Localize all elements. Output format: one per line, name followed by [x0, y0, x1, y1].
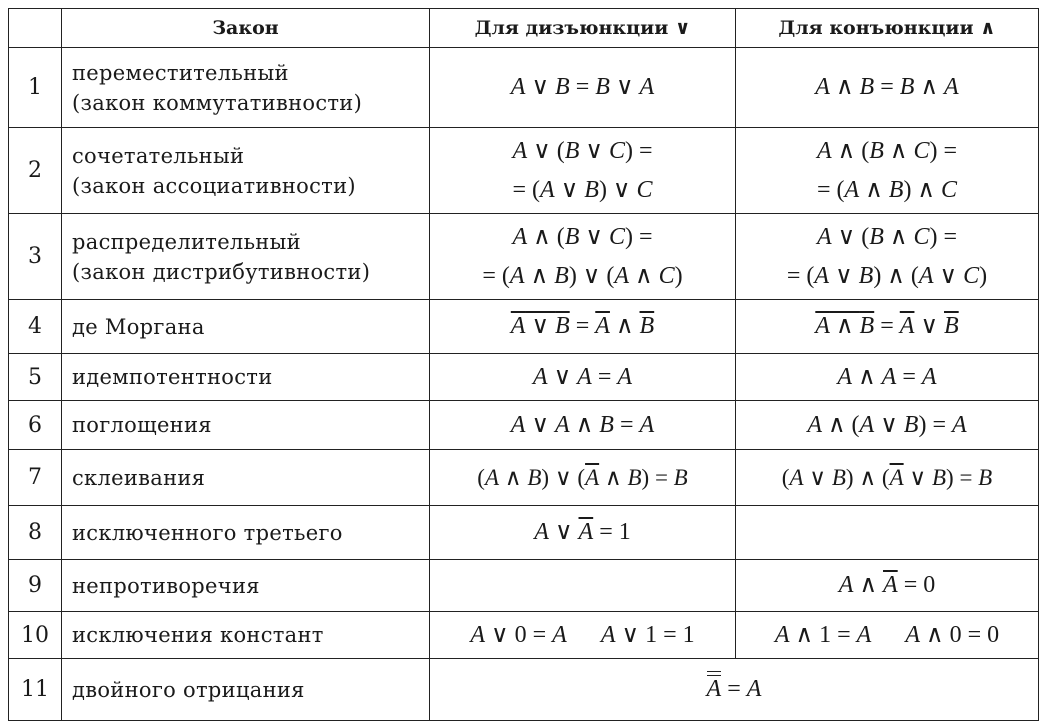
header-row [9, 9, 1039, 48]
table-row [9, 354, 1039, 401]
law-name: исключения констант [62, 612, 430, 659]
table-row [9, 401, 1039, 450]
law-name [62, 48, 430, 128]
row-number: 8 [9, 506, 62, 560]
conjunction-formula: A ∨ (B ∧ C) = = (A ∨ B) ∧ (A ∨ C) [736, 214, 1039, 300]
row-number: 1 [9, 48, 62, 128]
row-number: 2 [9, 128, 62, 214]
conjunction-formula: A ∧ 1 = A A ∧ 0 = 0 [736, 612, 1039, 659]
law-name-line: (закон дистрибутивности) [72, 259, 371, 284]
header-number [9, 9, 62, 48]
table-row [9, 612, 1039, 659]
law-name-line: сочетательный [72, 143, 245, 168]
law-name: непротиворечия [62, 560, 430, 612]
table-row [9, 560, 1039, 612]
disjunction-formula-empty [430, 560, 736, 612]
law-name: де Моргана [62, 300, 430, 354]
table-row [9, 214, 1039, 300]
table-row [9, 450, 1039, 506]
disjunction-formula: (A ∧ B) ∨ ($\overline{A}$ ∧ B) = B [430, 450, 736, 506]
row-number: 5 [9, 354, 62, 401]
row-number: 4 [9, 300, 62, 354]
row-number: 9 [9, 560, 62, 612]
table-row [9, 506, 1039, 560]
law-name: поглощения [62, 401, 430, 450]
disjunction-formula: A ∨ A = A [430, 354, 736, 401]
double-negation-formula: A = A [430, 659, 1039, 721]
disjunction-formula: A ∨ A ∧ B = A [430, 401, 736, 450]
row-number: 7 [9, 450, 62, 506]
header-disjunction: Для дизъюнкции ∨ [430, 9, 736, 48]
conjunction-formula: A ∧ B = B ∧ A [736, 48, 1039, 128]
header-law: Закон [62, 9, 430, 48]
conjunction-formula: A ∧ $\overline{A} = 0$ [736, 560, 1039, 612]
law-name: двойного отрицания [62, 659, 430, 721]
conjunction-formula: (A ∨ B) ∧ ($\overline{A}$ ∨ B) = B [736, 450, 1039, 506]
law-name-line: (закон коммутативности) [72, 90, 363, 115]
table-row [9, 48, 1039, 128]
law-name-line: переместительный [72, 60, 289, 85]
conjunction-formula: A ∧ $B = \overline{A}$ ∨ $\overline{B}$ [736, 300, 1039, 354]
law-name [62, 128, 430, 214]
disjunction-formula: A ∨ $\overline{A} = 1$ [430, 506, 736, 560]
disjunction-formula: A ∨ (B ∨ C) = = (A ∨ B) ∨ C [430, 128, 736, 214]
header-conjunction: Для конъюнкции ∧ [736, 9, 1039, 48]
disjunction-formula: A ∨ B = B ∨ A [430, 48, 736, 128]
row-number: 11 [9, 659, 62, 721]
law-name [62, 214, 430, 300]
disjunction-formula: A ∨ 0 = A A ∨ 1 = 1 [430, 612, 736, 659]
law-name: исключенного третьего [62, 506, 430, 560]
conjunction-formula: A ∧ (A ∨ B) = A [736, 401, 1039, 450]
row-number: 3 [9, 214, 62, 300]
conjunction-formula: A ∧ A = A [736, 354, 1039, 401]
table-row [9, 128, 1039, 214]
row-number: 6 [9, 401, 62, 450]
laws-table [8, 8, 1039, 721]
law-name-line: распределительный [72, 229, 301, 254]
table-row [9, 659, 1039, 721]
disjunction-formula: A ∧ (B ∨ C) = = (A ∧ B) ∨ (A ∧ C) [430, 214, 736, 300]
law-name: склеивания [62, 450, 430, 506]
conjunction-formula-empty [736, 506, 1039, 560]
conjunction-formula: A ∧ (B ∧ C) = = (A ∧ B) ∧ C [736, 128, 1039, 214]
law-name: идемпотентности [62, 354, 430, 401]
table-row [9, 300, 1039, 354]
law-name-line: (закон ассоциативности) [72, 173, 356, 198]
row-number: 10 [9, 612, 62, 659]
disjunction-formula: A ∨ $B = \overline{A}$ ∧ $\overline{B}$ [430, 300, 736, 354]
